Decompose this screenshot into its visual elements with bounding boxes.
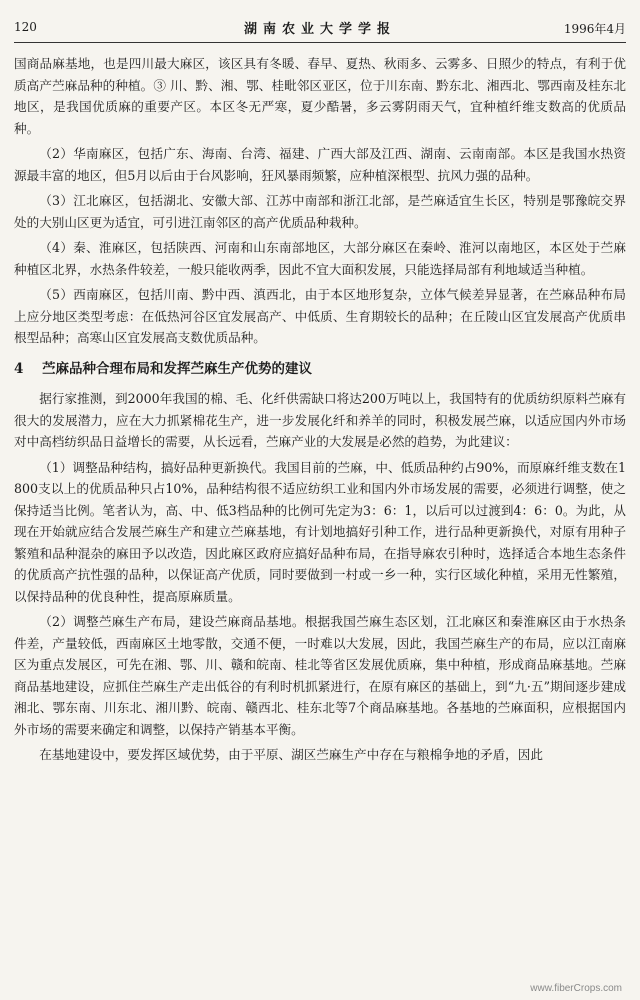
paragraph: （1）调整品种结构，搞好品种更新换代。我国目前的苎麻，中、低质品种约占90%，而原麻纤维支数在1 800支以上的优质品种只占10%，品种结构很不适应纺织工业和国内外市场发展的需要，必须进行调整，使之保持适当比例。笔者认为，高、中、低3档品种的比例可先定为3：6：1，以后可以过渡到4：6：0。为此，从现在开始就应结合发展苎麻生产和建立苎麻基地，有计划地搞好引种工作，进行品种更新换代，对原有用种子繁殖和品种混杂的麻田予以改造，因此麻区政府应搞好品种布局，在指导麻农引种时，选择适合本地生态条件的优质高产抗性强的品种，以保证高产优质，同时要做到一村或一乡一种，实行区域化种植，采用无性繁殖，以保持品种的优良种性，提高原麻质量。 [14,459,626,604]
paragraph: （3）江北麻区，包括湖北、安徽大部、江苏中南部和浙江北部，是苎麻适宜生长区，特别是鄂豫皖交界处的大别山区更为适宜，可引进江南邻区的高产优质品种栽种。 [14,193,626,230]
issue-date: 1996年4月 [563,22,626,36]
watermark: www.fiberCrops.com [530,983,622,994]
article-body [14,53,626,766]
paragraph: （5）西南麻区，包括川南、黔中西、滇西北，由于本区地形复杂，立体气候差异显著，在苎麻品种布局上应分地区类型考虑：在低热河谷区宜发展高产、中低质、生育期较长的品种；在丘陵山区宜发展高产优质串根型品种；高寒山区宜发展高支数优质品种。 [14,287,626,345]
journal-title: 湖南农业大学学报 [243,22,396,37]
paragraph: 据行家推测，到2000年我国的棉、毛、化纤供需缺口将达200万吨以上，我国特有的优质纺织原料苎麻有很大的发展潜力，应在大力抓紧棉花生产，进一步发展化纤和养羊的同时，积极发展苎麻，以适应国内外市场对中高档纺织品日益增长的需要，从长远看，苎麻产业的大发展是必然的趋势，为此建议： [14,391,626,449]
paragraph: （2）调整苎麻生产布局，建设苎麻商品基地。根据我国苎麻生态区划，江北麻区和秦淮麻区由于水热条件差，产量较低，西南麻区土地零散，交通不便，一时难以大发展，因此，我国苎麻生产的布局，应以江南麻区为重点发展区，可先在湘、鄂、川、赣和皖南、桂北等省区发展优质麻，集中种植，形成商品麻基地。苎麻商品基地建设，应抓住苎麻生产走出低谷的有利时机抓紧进行，在原有麻区的基础上，到“九·五”期间逐步建成湘北、鄂东南、川东北、湘川黔、皖南、赣西北、桂东北等7个商品麻基地。各基地的苎麻面积，应根据国内外市场的需要来确定和调整，以保持产销基本平衡。 [14,614,626,737]
section-number: 4 [14,360,24,377]
section-title: 苎麻品种合理布局和发挥苎麻生产优势的建议 [42,360,312,377]
paragraph: 在基地建设中，要发挥区域优势，由于平原、湖区苎麻生产中存在与粮棉争地的矛盾，因此 [39,747,543,762]
section-heading [14,359,626,381]
page-number: 120 [14,20,37,34]
paragraph: 国商品麻基地，也是四川最大麻区，该区具有冬暖、春早、夏热、秋雨多、云雾多、日照少的特点，有利于优质高产苎麻品种的种植。③ 川、黔、湘、鄂、桂毗邻区亚区，位于川东南、黔东北、湘西北、鄂西南及桂东北地区，是我国优质麻的重要产区。本区冬无严寒，夏少酷暑，多云雾阴雨天气，宜种植纤维支数高的优质品种。 [14,56,626,136]
page-header [14,14,626,43]
paragraph: （2）华南麻区，包括广东、海南、台湾、福建、广西大部及江西、湖南、云南南部。本区是我国水热资源最丰富的地区，但5月以后由于台风影响，狂风暴雨频繁，应种植深根型、抗风力强的品种。 [14,146,626,183]
paragraph: （4）秦、淮麻区，包括陕西、河南和山东南部地区，大部分麻区在秦岭、淮河以南地区，本区处于苎麻种植区北界，水热条件较差，一般只能收两季，因此不宜大面积发展，只能选择局部有利地域适当种植。 [14,240,626,277]
